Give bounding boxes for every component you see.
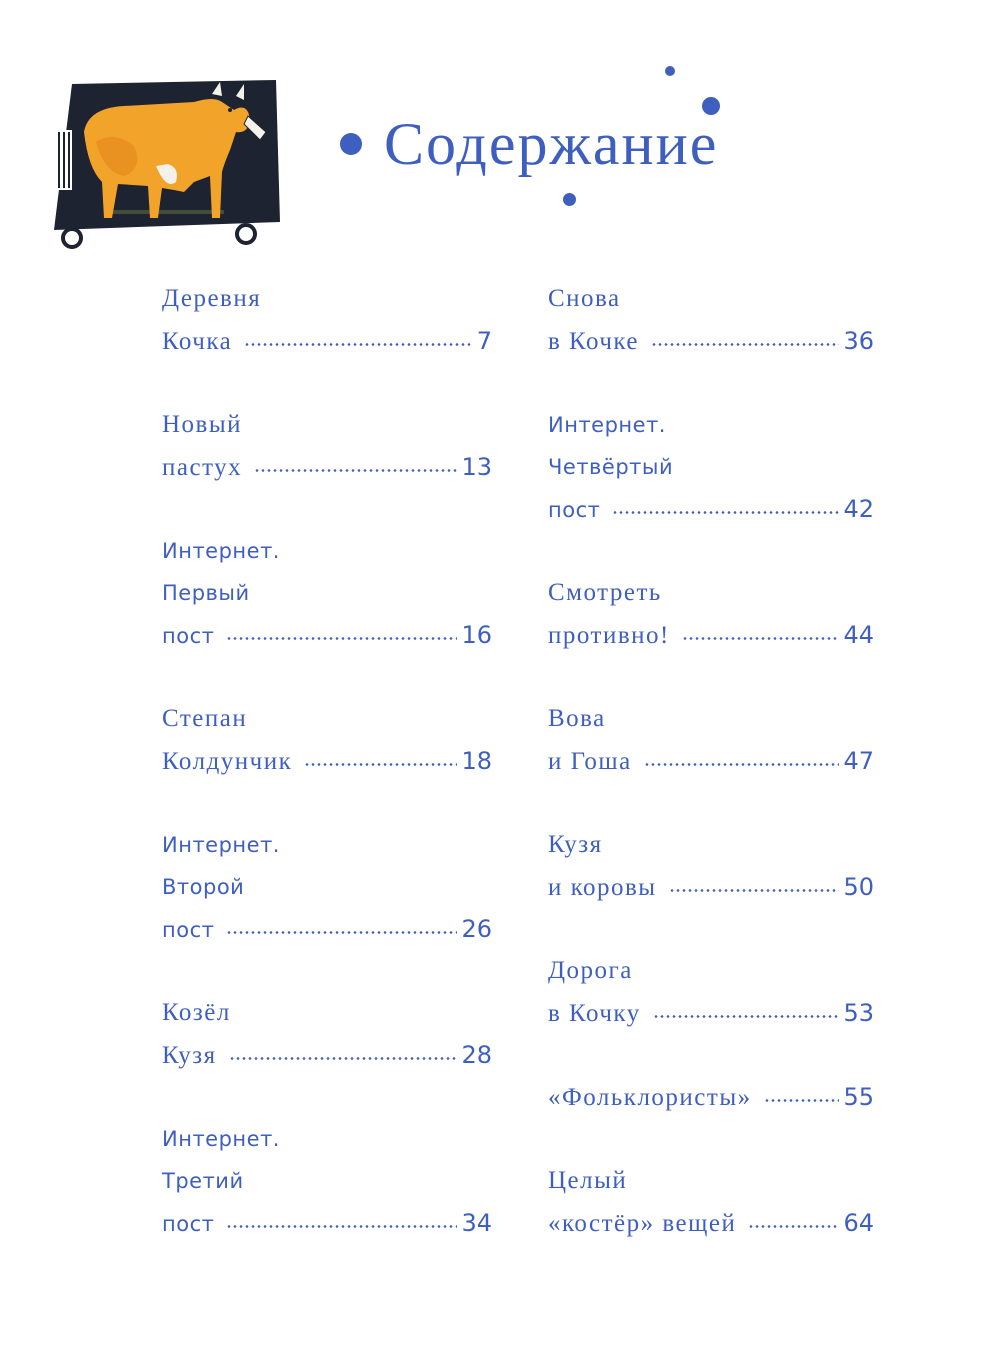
dot-decoration	[563, 193, 576, 206]
toc-entry[interactable]	[548, 1076, 874, 1118]
toc-entry-line	[548, 950, 874, 992]
toc-entry-line	[162, 530, 492, 572]
toc-page-number: 44	[843, 621, 874, 649]
toc-entry-title: Интернет.	[162, 833, 280, 857]
toc-page-number: 47	[843, 747, 874, 775]
dot-leader	[226, 931, 457, 934]
toc-entry-line	[162, 992, 492, 1034]
toc-entry-line	[548, 488, 874, 530]
toc-entry-title: Степан	[162, 705, 248, 732]
dot-leader	[229, 1057, 458, 1060]
toc-entry-title: Интернет.	[548, 413, 666, 437]
toc-entry-line	[548, 866, 874, 908]
toc-page-number: 7	[476, 327, 492, 355]
toc-entry-title: Снова	[548, 285, 621, 312]
dot-leader	[304, 763, 457, 766]
toc-entry-line	[162, 698, 492, 740]
toc-entry-title: Колдунчик	[162, 748, 293, 775]
page-title: Содержание	[384, 111, 719, 177]
dot-decoration	[665, 66, 675, 76]
toc-entry-line	[548, 1202, 874, 1244]
toc-page-number: 64	[843, 1209, 874, 1237]
toc-entry-title: Целый	[548, 1167, 628, 1194]
toc-entry[interactable]	[548, 824, 874, 908]
toc-entry-title: в Кочке	[548, 328, 640, 355]
toc-page-number: 53	[843, 999, 874, 1027]
toc-entry-title: Козёл	[162, 999, 231, 1026]
toc-entry-line	[162, 1034, 492, 1076]
toc-entry-line	[162, 572, 492, 614]
toc-entry[interactable]	[162, 278, 492, 362]
toc-entry-title: Деревня	[162, 285, 262, 312]
dot-leader	[651, 343, 839, 346]
toc-entry[interactable]	[162, 698, 492, 782]
toc-page-number: 55	[843, 1083, 874, 1111]
toc-entry-title: «Фольклористы»	[548, 1084, 752, 1111]
toc-page-number: 13	[461, 453, 492, 481]
toc-page-number: 36	[843, 327, 874, 355]
toc-entry-title: Второй	[162, 875, 245, 899]
toc-entry-line	[548, 698, 874, 740]
toc-entry-title: противно!	[548, 622, 670, 649]
dot-leader	[669, 889, 840, 892]
toc-entry-line	[162, 404, 492, 446]
toc-entry-line	[548, 1160, 874, 1202]
toc-entry[interactable]	[548, 1160, 874, 1244]
toc-entry-line	[548, 740, 874, 782]
dot-leader	[254, 469, 457, 472]
toc-entry-line	[162, 1202, 492, 1244]
toc-entry[interactable]	[162, 1118, 492, 1244]
toc-entry-title: Вова	[548, 705, 606, 732]
toc-page-number: 18	[461, 747, 492, 775]
toc-entry-line	[548, 572, 874, 614]
toc-entry-title: Четвёртый	[548, 455, 674, 479]
toc-entry-title: Третий	[162, 1169, 244, 1193]
dot-leader	[612, 511, 839, 514]
toc-entry-line	[548, 824, 874, 866]
toc-entry-title: Первый	[162, 581, 250, 605]
toc-entry-title: Кузя	[162, 1042, 217, 1069]
dot-leader	[682, 637, 840, 640]
toc-entry-line	[548, 278, 874, 320]
toc-page-number: 26	[461, 915, 492, 943]
toc-page-number: 34	[461, 1209, 492, 1237]
toc-entry-line	[162, 278, 492, 320]
toc-entry-title: и Гоша	[548, 748, 632, 775]
toc-entry-title: Кузя	[548, 831, 603, 858]
toc-entry-line	[162, 908, 492, 950]
toc-entry-title: Дорога	[548, 957, 633, 984]
toc-entry-title: пост	[162, 918, 215, 942]
dot-leader	[226, 637, 457, 640]
toc-entry-line	[162, 320, 492, 362]
dot-leader	[748, 1225, 839, 1228]
toc-entry[interactable]	[548, 698, 874, 782]
toc-entry-line	[162, 446, 492, 488]
dot-decoration	[340, 133, 362, 155]
toc-entry-title: пост	[162, 1212, 215, 1236]
dot-leader	[764, 1099, 840, 1102]
toc-entry[interactable]	[162, 404, 492, 488]
toc-entry[interactable]	[548, 404, 874, 530]
toc-entry-line	[162, 614, 492, 656]
toc-page-number: 16	[461, 621, 492, 649]
toc-entry[interactable]	[162, 824, 492, 950]
toc-entry-line	[548, 404, 874, 446]
toc-entry-line	[162, 1160, 492, 1202]
toc-entry-line	[162, 740, 492, 782]
toc-entry-title: Интернет.	[162, 539, 280, 563]
toc-entry-title: и коровы	[548, 874, 657, 901]
toc-entry-title: Кочка	[162, 328, 233, 355]
toc-entry-line	[548, 446, 874, 488]
toc-entry-title: пастух	[162, 454, 243, 481]
toc-entry-title: «костёр» вещей	[548, 1210, 737, 1237]
toc-entry-title: пост	[548, 498, 601, 522]
dot-leader	[244, 343, 472, 346]
toc-entry-title: Новый	[162, 411, 243, 438]
toc-entry[interactable]	[548, 950, 874, 1034]
toc-page-number: 28	[461, 1041, 492, 1069]
toc-entry-line	[162, 866, 492, 908]
toc-entry-line	[162, 824, 492, 866]
toc-entry-title: Интернет.	[162, 1127, 280, 1151]
cow-on-cart-illustration	[44, 72, 294, 252]
toc-entry[interactable]	[162, 530, 492, 656]
toc-entry-line	[548, 614, 874, 656]
dot-leader	[226, 1225, 457, 1228]
toc-entry-line	[548, 992, 874, 1034]
toc-entry[interactable]	[548, 278, 874, 362]
toc-entry-line	[548, 1076, 874, 1118]
toc-page-number: 50	[843, 873, 874, 901]
toc-entry[interactable]	[548, 572, 874, 656]
dot-leader	[644, 763, 840, 766]
toc-entry[interactable]	[162, 992, 492, 1076]
toc-entry-line	[162, 1118, 492, 1160]
toc-entry-line	[548, 320, 874, 362]
toc-entry-title: пост	[162, 624, 215, 648]
toc-entry-title: Смотреть	[548, 579, 662, 606]
title-block	[330, 60, 750, 220]
toc-page-number: 42	[843, 495, 874, 523]
toc-entry-title: в Кочку	[548, 1000, 641, 1027]
dot-leader	[653, 1015, 840, 1018]
